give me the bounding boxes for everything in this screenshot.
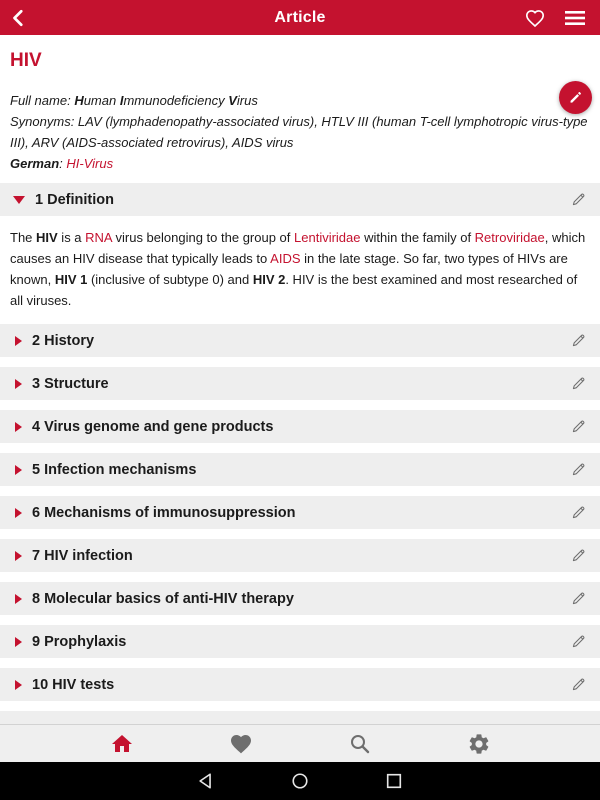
- text-segment: I: [119, 93, 124, 108]
- article-title: HIV: [10, 50, 42, 71]
- pencil-icon: [570, 191, 587, 208]
- pencil-icon: [570, 332, 587, 349]
- text-segment: irus: [236, 93, 258, 108]
- chevron-right-icon: [15, 680, 22, 690]
- text-segment: Synonyms: LAV (lymphadenopathy-associated virus), HTLV III (human T-cell lymphotropic virus-type III), ARV (AIDS-associated retrovirus), AIDS virus: [10, 114, 588, 150]
- definition-text: [10, 227, 590, 311]
- section-label: 9 Prophylaxis: [32, 633, 127, 650]
- german-line: [10, 153, 590, 174]
- section-row-partial[interactable]: [0, 711, 600, 724]
- article-link[interactable]: HI-Virus: [66, 156, 114, 171]
- text-segment: HIV 1: [54, 272, 88, 287]
- section-edit-button[interactable]: [570, 375, 587, 392]
- section-label: 1 Definition: [35, 191, 114, 208]
- toolbar-home-button[interactable]: [102, 732, 142, 756]
- pencil-icon: [570, 676, 587, 693]
- nav-recents-icon: [385, 772, 403, 790]
- synonyms-line: [10, 111, 590, 153]
- text-segment: in the late stage. So far, two types of HIVs are known,: [10, 251, 568, 287]
- section-label: 3 Structure: [32, 375, 109, 392]
- toolbar-search-button[interactable]: [340, 732, 380, 756]
- article-link[interactable]: Retroviridae: [474, 230, 545, 245]
- text-segment: HIV 2: [252, 272, 286, 287]
- section-edit-button[interactable]: [570, 504, 587, 521]
- section-edit-button[interactable]: [570, 676, 587, 693]
- article-content: [0, 35, 600, 724]
- pencil-icon: [570, 590, 587, 607]
- heart-icon: [229, 732, 253, 756]
- chevron-right-icon: [15, 637, 22, 647]
- android-nav-bar: [0, 762, 600, 800]
- section-edit-button[interactable]: [570, 547, 587, 564]
- edit-article-button[interactable]: [559, 81, 592, 114]
- section-label: 7 HIV infection: [32, 547, 133, 564]
- section-row-10-hiv-tests[interactable]: [0, 668, 600, 701]
- favorite-button[interactable]: [524, 8, 546, 28]
- toolbar-settings-button[interactable]: [459, 732, 499, 756]
- article-link[interactable]: RNA: [85, 230, 112, 245]
- text-segment: HIV: [36, 230, 58, 245]
- text-segment: H: [74, 93, 84, 108]
- section-row-6-mechanisms-of-immunosuppression[interactable]: [0, 496, 600, 529]
- chevron-right-icon: [15, 551, 22, 561]
- chevron-right-icon: [15, 508, 22, 518]
- pencil-icon: [570, 504, 587, 521]
- text-segment: mmunodeficiency: [123, 93, 229, 108]
- article-link[interactable]: Lentiviridae: [294, 230, 361, 245]
- text-segment: The: [10, 230, 37, 245]
- chevron-right-icon: [15, 336, 22, 346]
- text-segment: is a: [57, 230, 86, 245]
- heart-outline-icon: [524, 8, 546, 28]
- full-name-line: [10, 90, 590, 111]
- pencil-icon: [570, 375, 587, 392]
- chevron-right-icon: [15, 465, 22, 475]
- section-label: 2 History: [32, 332, 95, 349]
- gear-icon: [467, 732, 491, 756]
- section-edit-button[interactable]: [570, 191, 587, 208]
- article-meta: [10, 90, 590, 174]
- pencil-icon: [567, 89, 584, 106]
- section-row-3-structure[interactable]: [0, 367, 600, 400]
- nav-home-icon: [291, 772, 309, 790]
- section-label: 6 Mechanisms of immunosuppression: [32, 504, 296, 521]
- text-segment: within the family of: [360, 230, 475, 245]
- nav-back-icon: [197, 772, 215, 790]
- toolbar-favorites-button[interactable]: [221, 732, 261, 756]
- text-segment: . HIV is the best examined and most researched of all viruses.: [10, 272, 578, 308]
- nav-home-button[interactable]: [291, 772, 309, 790]
- text-segment: V: [228, 93, 237, 108]
- search-icon: [348, 732, 372, 756]
- back-chevron-icon: [10, 9, 28, 27]
- pencil-icon: [570, 633, 587, 650]
- section-label: 5 Infection mechanisms: [32, 461, 197, 478]
- hamburger-menu-icon: [564, 9, 586, 27]
- text-segment: virus belonging to the group of: [111, 230, 295, 245]
- chevron-right-icon: [15, 594, 22, 604]
- pencil-icon: [570, 461, 587, 478]
- section-label: 4 Virus genome and gene products: [32, 418, 274, 435]
- nav-recents-button[interactable]: [385, 772, 403, 790]
- section-row-5-infection-mechanisms[interactable]: [0, 453, 600, 486]
- section-edit-button[interactable]: [570, 633, 587, 650]
- chevron-right-icon: [15, 379, 22, 389]
- section-list: [0, 183, 600, 701]
- page-title: Article: [274, 8, 326, 26]
- bottom-toolbar: [0, 724, 600, 762]
- back-button[interactable]: [10, 9, 28, 27]
- text-segment: (inclusive of subtype 0) and: [87, 272, 253, 287]
- section-row-9-prophylaxis[interactable]: [0, 625, 600, 658]
- section-edit-button[interactable]: [570, 332, 587, 349]
- section-row-4-virus-genome-and-gene-products[interactable]: [0, 410, 600, 443]
- pencil-icon: [570, 547, 587, 564]
- section-row-7-hiv-infection[interactable]: [0, 539, 600, 572]
- section-edit-button[interactable]: [570, 461, 587, 478]
- section-row-1-definition[interactable]: [0, 183, 600, 216]
- text-segment: :: [59, 156, 67, 171]
- section-label: 10 HIV tests: [32, 676, 115, 693]
- text-segment: uman: [83, 93, 120, 108]
- section-row-8-molecular-basics-of-anti-hiv-therapy[interactable]: [0, 582, 600, 615]
- menu-button[interactable]: [564, 9, 586, 27]
- chevron-down-icon: [13, 196, 25, 204]
- home-icon: [110, 732, 134, 756]
- app-bar: [0, 0, 600, 35]
- text-segment: German: [10, 156, 60, 171]
- section-edit-button[interactable]: [570, 590, 587, 607]
- text-segment: , which causes an HIV disease that typically leads to: [10, 230, 586, 266]
- pencil-icon: [570, 418, 587, 435]
- chevron-right-icon: [15, 422, 22, 432]
- section-row-2-history[interactable]: [0, 324, 600, 357]
- text-segment: Full name:: [10, 93, 75, 108]
- section-label: 8 Molecular basics of anti-HIV therapy: [32, 590, 294, 607]
- nav-back-button[interactable]: [197, 772, 215, 790]
- article-link[interactable]: AIDS: [270, 251, 301, 266]
- section-edit-button[interactable]: [570, 418, 587, 435]
